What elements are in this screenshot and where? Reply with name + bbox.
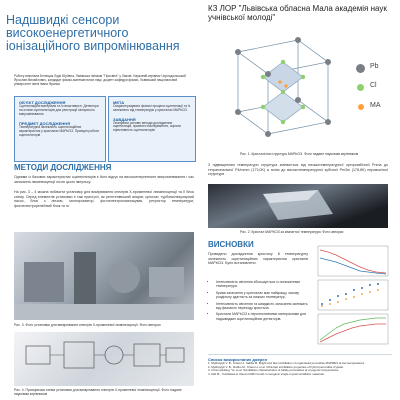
crystal-photo-drawing [208, 184, 388, 228]
reference-item: 3. Chornodolskyy Ya. et al. Scintillation characteristics of halide perovskites at cryogenic temperatures. [208, 368, 340, 372]
conclusion-item: • Кристали MAPbCl3 є перспективними матеріалами для надшвидких сцинтиляційних детекторів. [216, 312, 308, 321]
conclusion-item: • Інтенсивність свічення збільшується із пониженням температури. [216, 280, 308, 289]
poster-title: Надшвидкі сенсори високоенергетичного іонізаційного випромінювання [6, 13, 180, 53]
methods-heading: МЕТОДИ ДОСЛІДЖЕННЯ [14, 163, 112, 172]
fig1-caption: Рис. 1. Кристалічна структура MAPbCl3. Фото надане науковим керівником [240, 152, 359, 156]
legend-ma: MA [370, 102, 381, 109]
scintillation-plots-drawing [312, 244, 392, 348]
crystal-structure-figure [208, 22, 350, 150]
fig3-caption: Рис. 3. Фото установки для вимірювання спектрів Х-променевої люмінесценції. Фото авторки [14, 323, 161, 327]
authors-text: Роботу виконала Белещак Лідія Юріївна, Львівська гімназія "Просвіта" у Львові. Науковий керівник Чорнодольський Ярослав Михайлович, кандидат фізико-математичних наук, доцент кафедри фізики, Львівський національний університет імені Івана Франка [14, 74, 186, 86]
reference-item: 2. Mykhaylyk V. B., Rudko M., Kraus H. et al. Ultra-fast scintillation properties of hybrid perovskite crystals. [208, 364, 344, 369]
pb-atom-icon [356, 64, 365, 73]
conclusions-intro: Проведено дослідження кристалу й температурну залежність сцинтиляційних характеристик кристалів MAPbCl3. Було встановлено: [208, 252, 308, 266]
reference-item: 4. Nikl M., Yoshikawa A. Recent R&D trends in inorganic single-crystal scintillator materials. [208, 371, 325, 376]
object-subject-box [14, 96, 106, 162]
fig2-caption: Рис. 2. Кристал MAPbCl3 за кімнатної температури. Фото авторки [240, 230, 344, 234]
tasks-text: Опанувати основні методи дослідження сцинтиляцій, провести експерименти, оцінити ефективність сцинтиляторів [113, 120, 181, 133]
setup-schematic-drawing [14, 332, 194, 386]
crystal-photo [208, 184, 388, 228]
tasks-heading: ЗАВДАННЯ [113, 116, 136, 122]
references-heading: Список використаних джерел [208, 357, 268, 362]
object-heading: ОБ'ЄКТ ДОСЛІДЖЕННЯ [19, 100, 66, 105]
references-block [208, 357, 392, 376]
ma-molecule-icon [358, 104, 364, 110]
setup-schematic [14, 332, 194, 386]
goal-text: Охарактеризувати фізичні процеси сцинтиляції та їх залежність від температури у кристалах MAPbCl3 [113, 104, 191, 112]
crystal-structure-drawing [208, 22, 350, 150]
cl-atom-icon [357, 84, 364, 91]
conclusion-item: • Інтенсивність свічення та швидкість загасання залежать від фазового переходу кристала. [216, 302, 308, 311]
setup-photo [14, 232, 194, 320]
object-text: Сцинтиляційні матеріали та їх властивості. Детектори на основі сцинтиляторів для реєстрації іонізуючого випромінювання [19, 104, 99, 116]
reference-item: 1. Mykhaylyk V. B., Kraus H., Saliba M. Bright and fast scintillation of organolead perovskite MAPbBr3 at low temperatures. [208, 361, 366, 365]
goal-heading: МЕТА [113, 100, 125, 105]
references-divider [208, 354, 392, 355]
legend-pb: Pb [370, 63, 379, 70]
methods-paragraph-1: Одними із базових характеристик сцинтиляторів є його відгук на високоенергетичне випромінювання і час загасання люмінесценції після цього імпульсу. [14, 175, 194, 184]
conclusions-list [208, 280, 308, 323]
subject-heading: ПРЕДМЕТ ДОСЛІДЖЕННЯ [19, 121, 71, 127]
methods-paragraph-2: На рис. 3 – 4 можна побачити установку для вимірювання спектрів Х-променевої люмінесценції та її блок схему. Серед елементів установки є такі пристрої, як рентгенівський апарат, кріостат, турбомолекулярний насос, блок з лінзою, монохроматор, фотоелектропомножувач, регулятор температури, фотоелектрорелейний блок та ін. [14, 190, 194, 208]
conclusion-item: • Крива загасання у кристалах має найкращу часову роздільну здатність за нижчих температур. [216, 291, 308, 300]
organization-header: КЗ ЛОР "Львівська обласна Мала академія наук учнівської молоді" [208, 4, 387, 22]
goal-tasks-box [108, 96, 196, 162]
scintillation-plots [312, 244, 392, 348]
conclusions-heading: ВИСНОВКИ [208, 240, 254, 249]
phase-transition-text: З підвищенням температури структура змінюється від низькотемпературної орторомбічної Pnma до тетрагональної P4/mmm (173,0K) а потім до високотемпературної кубічної Pm3m (178,8K) перовскітної структури [208, 163, 388, 177]
legend-cl: Cl [370, 82, 377, 89]
setup-photo-drawing [14, 232, 194, 320]
subject-text: Температурна залежність сцинтиляційних характеристик у кристалах MAPbCl3. Принцип роботи сцинтиляторів [19, 125, 99, 137]
structure-legend [356, 60, 396, 150]
fig4-caption: Рис. 4. Принципова схема установки для вимірювання спектрів Х-променевої люмінесценції. Фото надане науковим керівником [14, 388, 182, 396]
